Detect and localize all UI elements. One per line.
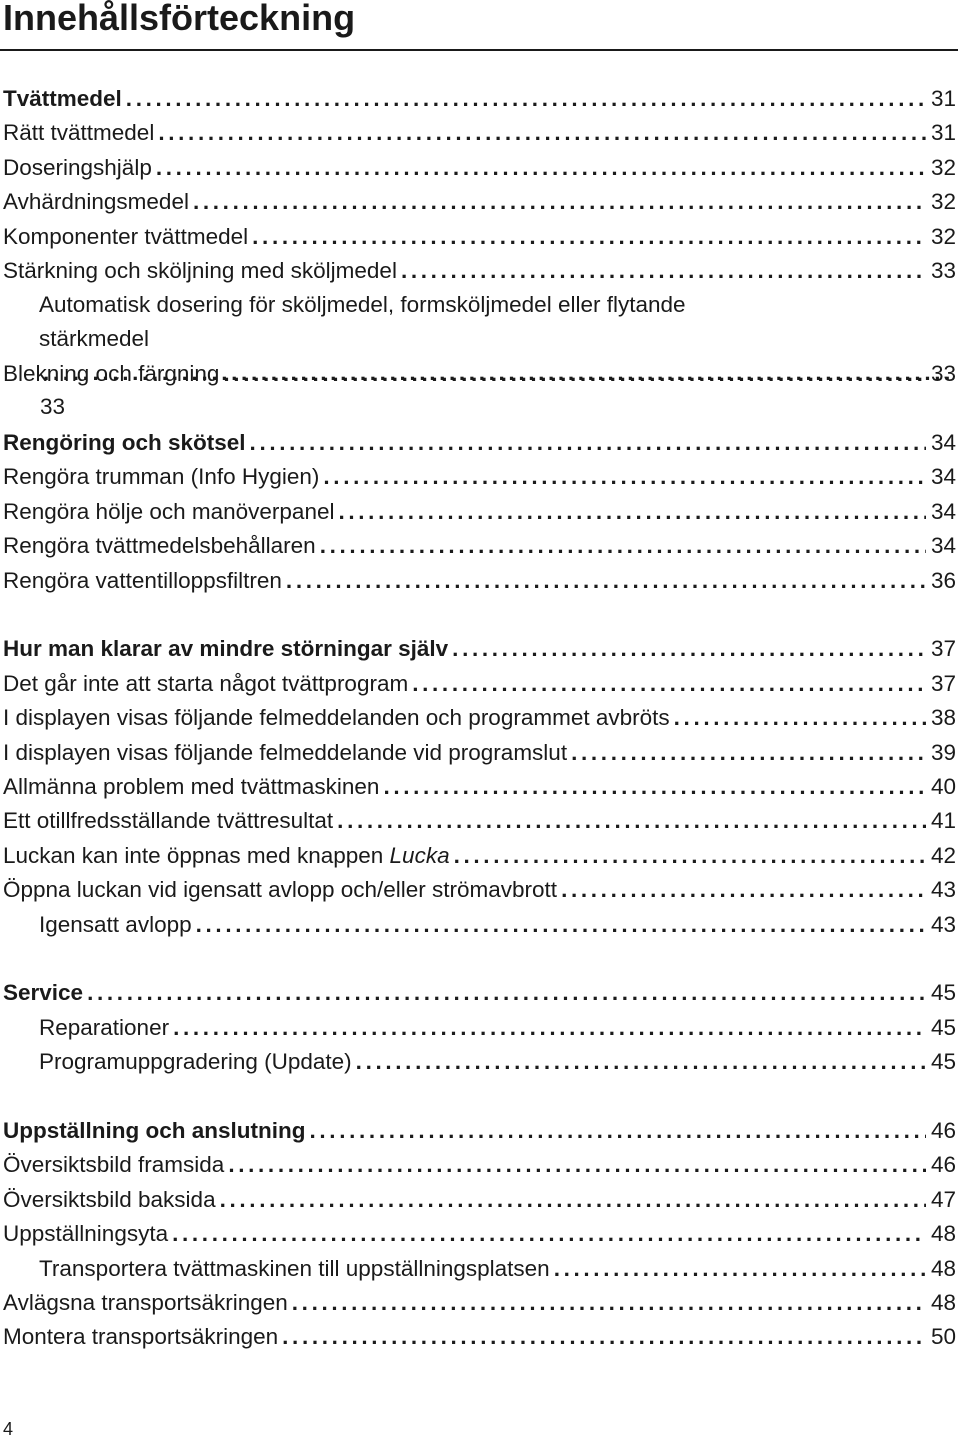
toc-page-number: 47 — [930, 1186, 956, 1212]
toc-entry-label: Rengöra hölje och manöverpanel — [3, 498, 335, 524]
toc-entry[interactable] — [3, 1320, 956, 1354]
toc-entry-text — [3, 495, 334, 529]
dot-leader — [156, 151, 926, 185]
dot-leader — [338, 495, 926, 529]
toc-page-number: 45 — [930, 1049, 956, 1075]
dot-leader — [223, 357, 926, 391]
toc-entry[interactable] — [3, 770, 956, 804]
toc-page-number: 32 — [930, 223, 956, 249]
toc-entry-text — [3, 1320, 278, 1354]
toc-entry-label: Reparationer — [39, 1014, 170, 1040]
toc-entry[interactable] — [3, 1045, 956, 1079]
toc-page-number: 34 — [930, 464, 956, 490]
dot-leader — [292, 1286, 926, 1320]
toc-entry-label: Allmänna problem med tvättmaskinen — [3, 774, 380, 799]
dot-leader — [196, 908, 926, 942]
toc-entry-label: Igensatt avlopp — [39, 911, 192, 937]
toc-entry-text — [3, 736, 567, 770]
toc-entry[interactable] — [3, 873, 956, 907]
toc-page-number: 34 — [930, 498, 956, 524]
title-rule — [0, 49, 958, 51]
toc-entry-label: Avhärdningsmedel — [3, 189, 189, 215]
toc-entry-label: stärkmedel — [39, 326, 150, 352]
dot-leader — [220, 1183, 926, 1217]
toc-entry-text — [3, 632, 448, 666]
toc-page-number: 33 — [39, 394, 65, 420]
toc-entry[interactable] — [3, 701, 956, 735]
toc-page-number: 37 — [930, 636, 956, 662]
dot-leader — [310, 1114, 927, 1148]
toc-page-number: 31 — [930, 86, 956, 111]
dot-leader — [401, 254, 926, 288]
toc-page-number: 45 — [930, 980, 956, 1006]
toc-entry-label: Rengöra vattentilloppsfiltren — [3, 567, 282, 593]
toc-entry-label: Rätt tvättmedel — [3, 120, 155, 146]
toc-entry-label: I displayen visas följande felmeddelanden och programmet avbröts — [3, 705, 670, 731]
toc-entry-text — [3, 976, 83, 1010]
toc-entry[interactable] — [3, 564, 956, 598]
dot-leader — [356, 1045, 926, 1079]
toc-entry[interactable] — [3, 1148, 956, 1182]
toc-entry[interactable] — [3, 1217, 956, 1251]
toc-entry-label: Luckan kan inte öppnas med knappen — [3, 842, 384, 868]
dot-leader — [158, 116, 926, 150]
dot-leader — [554, 1252, 926, 1286]
dot-leader — [452, 632, 926, 666]
toc-entry-text — [3, 804, 333, 838]
footer-page-number: 4 — [3, 1419, 14, 1439]
dot-leader — [571, 736, 926, 770]
toc-entry-text — [3, 185, 189, 219]
toc-entry[interactable] — [3, 1252, 956, 1286]
toc-entry-text — [3, 82, 122, 116]
toc-entry-label: Rengöra trumman (Info Hygien) — [3, 464, 320, 490]
toc-entry-text — [3, 839, 450, 873]
toc-entry-text — [3, 116, 154, 150]
toc-entry-text — [3, 667, 408, 701]
toc-entry[interactable] — [3, 839, 956, 873]
toc-entry-label: Komponenter tvättmedel — [3, 223, 249, 249]
toc-entry-text — [3, 1114, 306, 1148]
toc-entry-text — [39, 908, 192, 942]
toc-entry-text — [3, 151, 152, 185]
dot-leader — [286, 564, 926, 598]
dot-leader — [561, 873, 926, 907]
toc-page-number: 31 — [930, 120, 956, 146]
toc-page-number: 40 — [930, 774, 956, 799]
toc-page-number: 43 — [930, 877, 956, 903]
toc-entry-text — [3, 1286, 288, 1320]
toc-entry-text-line1: Automatisk dosering för sköljmedel, formsköljmedel eller flytande — [39, 292, 686, 318]
toc-entry-text — [3, 873, 557, 907]
toc-heading-entry[interactable] — [3, 632, 956, 666]
toc-entry[interactable] — [3, 804, 956, 838]
toc-entry[interactable] — [3, 460, 956, 494]
toc-entry[interactable] — [3, 1011, 956, 1045]
toc-entry[interactable] — [3, 151, 956, 185]
toc-entry-label: Montera transportsäkringen — [3, 1324, 279, 1350]
toc-entry[interactable] — [3, 529, 956, 563]
dot-leader — [252, 220, 926, 254]
toc-entry-label: Programuppgradering (Update) — [39, 1049, 352, 1075]
toc-entry[interactable] — [3, 185, 956, 219]
dot-leader — [323, 460, 926, 494]
toc-entry-text — [3, 426, 246, 460]
dot-leader — [674, 701, 926, 735]
toc-entry-text — [3, 564, 282, 598]
toc-entry-label: Transportera tvättmaskinen till uppställningsplatsen — [39, 1255, 550, 1281]
toc-entry[interactable] — [3, 357, 956, 391]
toc-entry-text — [3, 460, 319, 494]
toc-page-number: 48 — [930, 1255, 956, 1281]
dot-leader — [337, 804, 926, 838]
toc-page-number: 41 — [930, 808, 956, 834]
page-title: Innehållsförteckning — [3, 0, 356, 38]
toc-entry-label: Hur man klarar av mindre störningar själv — [3, 636, 449, 662]
toc-page-number: 32 — [930, 189, 956, 215]
toc-page-number: 43 — [930, 911, 956, 937]
toc-entry-text — [39, 322, 149, 356]
toc-entry-text — [3, 1148, 224, 1182]
toc-entry-label: Service — [3, 980, 84, 1006]
toc-page-number: 34 — [930, 533, 956, 559]
toc-entry-label: Blekning och färgning — [3, 361, 220, 387]
dot-leader — [173, 1011, 926, 1045]
toc-entry[interactable] — [3, 254, 956, 288]
toc-entry-text — [39, 1045, 352, 1079]
toc-entry-text — [3, 1217, 168, 1251]
dot-leader — [383, 770, 926, 804]
toc-page-number: 39 — [930, 739, 956, 765]
toc-entry-label: Det går inte att starta något tvättprogram — [3, 670, 409, 696]
toc-heading-entry[interactable] — [3, 426, 956, 460]
toc-entry-text — [3, 770, 379, 804]
toc-entry[interactable] — [3, 1286, 956, 1320]
toc-heading-entry[interactable] — [3, 976, 956, 1010]
toc-entry-label: Doseringshjälp — [3, 154, 152, 180]
toc-entry-label: I displayen visas följande felmeddelande vid programslut — [3, 739, 568, 765]
toc-page-number: 32 — [930, 154, 956, 180]
toc-entry-label: Stärkning och sköljning med sköljmedel — [3, 258, 397, 283]
toc-entry-text — [3, 529, 316, 563]
toc-entry-label: Uppställningsyta — [3, 1221, 169, 1247]
toc-entry-text — [39, 1252, 550, 1286]
toc-page-number: 37 — [930, 670, 956, 696]
toc-entry-label: Översiktsbild framsida — [3, 1152, 225, 1178]
toc-entry-label: Rengöring och skötsel — [3, 430, 246, 455]
toc-heading-entry[interactable] — [3, 1114, 956, 1148]
toc-entry-label: Tvättmedel — [3, 86, 122, 111]
toc-page-number: 48 — [930, 1290, 956, 1315]
toc-page-number: 45 — [930, 1014, 956, 1040]
toc-entry-text — [3, 701, 670, 735]
toc-page-number: 33 — [930, 258, 956, 283]
toc-entry-text — [3, 357, 219, 391]
toc-page-number: 33 — [930, 361, 956, 387]
dot-leader — [320, 529, 926, 563]
dot-leader — [126, 82, 926, 116]
toc-entry[interactable] — [3, 1183, 956, 1217]
toc-page-number: 34 — [930, 430, 956, 455]
toc-page-number: 42 — [930, 842, 956, 868]
dot-leader — [172, 1217, 926, 1251]
toc-page-number: 36 — [930, 567, 956, 593]
toc-entry[interactable] — [3, 495, 956, 529]
dot-leader — [87, 976, 926, 1010]
toc-page-number: 50 — [930, 1324, 956, 1350]
toc-entry-label: Avlägsna transportsäkringen — [3, 1290, 288, 1315]
toc-entry-label: Rengöra tvättmedelsbehållaren — [3, 533, 316, 559]
dot-leader — [454, 839, 926, 873]
toc-page-number: 46 — [930, 1152, 956, 1178]
toc-entry-text — [3, 254, 397, 288]
toc-entry-text — [39, 1011, 169, 1045]
toc-page-number: 46 — [930, 1118, 956, 1143]
dot-leader — [282, 1320, 926, 1354]
toc-entry-italic-term: Lucka — [389, 842, 450, 868]
toc-entry-label: Översiktsbild baksida — [3, 1186, 216, 1212]
toc-entry-label: Öppna luckan vid igensatt avlopp och/eller strömavbrott — [3, 877, 558, 903]
toc-page-number: 38 — [930, 705, 956, 731]
toc-entry-text — [3, 1183, 216, 1217]
toc-entry[interactable] — [3, 736, 956, 770]
toc-entry-text — [3, 220, 248, 254]
dot-leader — [250, 426, 926, 460]
toc-heading-entry[interactable] — [3, 82, 956, 116]
toc-entry[interactable] — [3, 667, 956, 701]
toc-entry[interactable] — [3, 220, 956, 254]
dot-leader — [412, 667, 926, 701]
dot-leader — [228, 1148, 926, 1182]
toc-entry-label: Ett otillfredsställande tvättresultat — [3, 808, 334, 834]
toc-page-number: 48 — [930, 1221, 956, 1247]
toc-entry-label: Uppställning och anslutning — [3, 1118, 306, 1143]
toc-entry[interactable] — [3, 116, 956, 150]
toc-entry[interactable] — [3, 908, 956, 942]
dot-leader — [193, 185, 926, 219]
